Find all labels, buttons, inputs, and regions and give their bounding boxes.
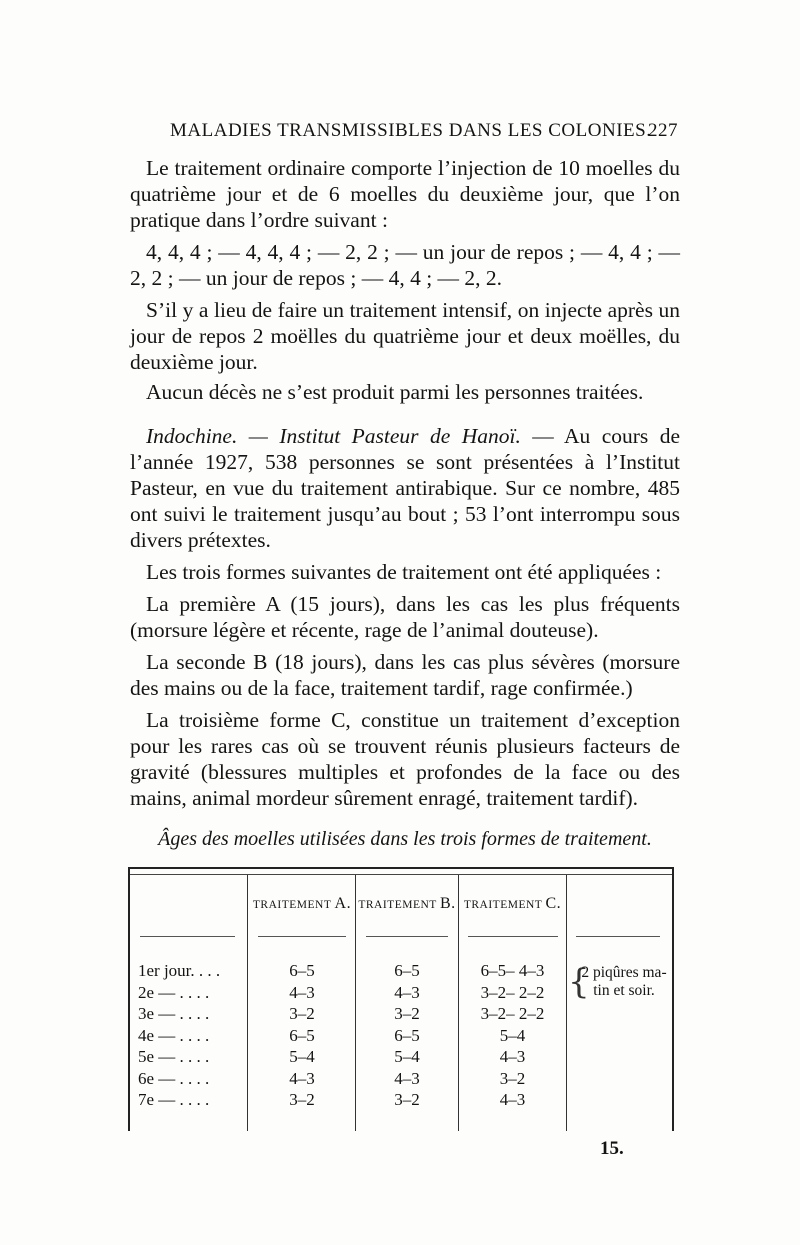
cell-a: 6–5 (289, 961, 315, 980)
cell-b: 3–2 (394, 1090, 420, 1109)
cell-a: 3–2 (289, 1090, 315, 1109)
paragraph: Le traitement ordinaire comporte l’injection de 10 moelles du quatrième jour et de 6 moelles du deuxième jour, que l’on pratique dans l’ordre suivant : (130, 156, 680, 232)
table-row (130, 1047, 672, 1069)
cell-a: 5–4 (289, 1047, 315, 1066)
cell-a: 4–3 (289, 982, 315, 1002)
table-caption: Âges des moelles utilisées dans les trois formes de traitement. (158, 828, 652, 850)
day-label: 2e — . . . . (138, 982, 210, 1002)
day-label: 6e — . . . . (138, 1068, 210, 1088)
table-row (130, 1026, 672, 1048)
cell-b: 6–5 (394, 1025, 420, 1045)
cell-c: 3–2 (499, 1068, 526, 1088)
day-label: 7e — . . . . (138, 1090, 210, 1109)
table-rule (366, 936, 448, 937)
day-label: 3e — . . . . (138, 1004, 210, 1023)
brace-glyph: { (568, 962, 590, 1002)
paragraph: Aucun décès ne s’est produit parmi les personnes traitées. (146, 380, 644, 404)
cell-c: 4–3 (499, 1090, 526, 1109)
note-line: tin et soir. (593, 982, 655, 999)
cell-c: 5–4 (499, 1025, 526, 1045)
table-rule (258, 936, 346, 937)
header-word: TRAITEMENT (252, 899, 332, 911)
paragraph-text: — Au cours de l’année 1927, 538 personnes se sont présentées à l’Institut Pasteur, en vue du traitement antirabique. Sur ce nombre, 485 ont suivi le traitement jusqu’au bout ; 53 l’ont interrompu sous divers prétextes. (130, 424, 680, 552)
cell-a: 3–2 (289, 1004, 315, 1023)
paragraph: La première A (15 jours), dans les cas les plus fréquents (morsure légère et récente, rage de l’animal douteuse). (130, 592, 680, 642)
column-header-a (250, 895, 354, 913)
paragraph: La troisième forme C, constitue un traitement d’exception pour les rares cas où se trouvent réunis plusieurs facteurs de gravité (blessures multiples et profondes de la face ou des mains, animal mordeur sûrement enragé, traitement tardif). (130, 708, 680, 810)
day-label: 1er jour. . . . (138, 961, 221, 980)
note-line: 2 piqûres ma- (581, 964, 667, 981)
header-word: TRAITEMENT (358, 899, 437, 911)
column-c-note (578, 964, 670, 1000)
paragraph: S’il y a lieu de faire un traitement intensif, on injecte après un jour de repos 2 moëlles du quatrième jour et deux moëlles, du deuxième jour. (130, 298, 680, 374)
marrow-ages-table (128, 867, 674, 1131)
cell-b: 4–3 (394, 982, 420, 1002)
header-letter: B. (439, 895, 456, 912)
paragraph: 4, 4, 4 ; — 4, 4, 4 ; — 2, 2 ; — un jour de repos ; — 4, 4 ; — 2, 2 ; — un jour de repos ; — 4, 4 ; — 2, 2. (130, 240, 680, 290)
cell-b: 4–3 (394, 1068, 420, 1088)
section-heading: Indochine. — Institut Pasteur de Hanoï. (146, 424, 521, 448)
page-number: 227 (648, 120, 678, 141)
cell-b: 5–4 (394, 1047, 420, 1066)
cell-c: 6–5– 4–3 (480, 961, 545, 980)
running-title: MALADIES TRANSMISSIBLES DANS LES COLONIES. (170, 120, 652, 141)
table-row (130, 1069, 672, 1091)
cell-c: 4–3 (499, 1047, 526, 1066)
cell-b: 3–2 (394, 1004, 420, 1023)
day-label: 5e — . . . . (138, 1047, 210, 1066)
table-rule (468, 936, 558, 937)
cell-c: 3–2– 2–2 (480, 1004, 545, 1023)
cell-a: 6–5 (289, 1025, 315, 1045)
cell-b: 6–5 (394, 961, 420, 980)
table-rule (576, 936, 660, 937)
paragraph: Les trois formes suivantes de traitement ont été appliquées : (146, 560, 662, 584)
signature-mark: 15. (600, 1138, 624, 1159)
header-word: TRAITEMENT (463, 899, 543, 911)
table-rule (140, 936, 235, 937)
header-letter: A. (334, 895, 352, 912)
column-header-b (357, 895, 457, 913)
cell-a: 4–3 (289, 1068, 315, 1088)
table-row (130, 1004, 672, 1026)
cell-c: 3–2– 2–2 (480, 982, 545, 1002)
table-row (130, 1090, 672, 1112)
day-label: 4e — . . . . (138, 1025, 210, 1045)
table-rule (130, 874, 672, 875)
header-letter: C. (545, 895, 562, 912)
paragraph-indochine (130, 423, 680, 553)
body-text (130, 155, 680, 817)
column-header-c (460, 895, 565, 913)
paragraph: La seconde B (18 jours), dans les cas plus sévères (morsure des mains ou de la face, traitement tardif, rage confirmée.) (130, 650, 680, 700)
